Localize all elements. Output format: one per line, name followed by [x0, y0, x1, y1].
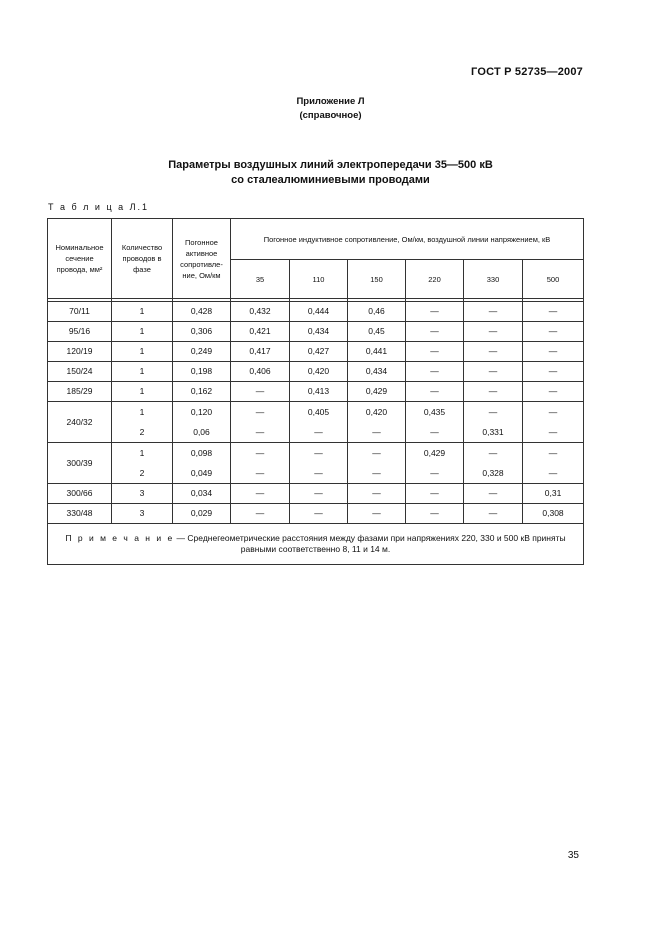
header-resistance [173, 219, 231, 299]
cell-x500: — [523, 322, 584, 342]
cell-x500: — [523, 362, 584, 382]
cell-x500: — [523, 342, 584, 362]
cell-x150: 0,45 [348, 322, 406, 342]
header-voltage: 330 [464, 260, 523, 299]
cell-x330: — [464, 362, 523, 382]
cell-x500 [523, 443, 584, 484]
page-number: 35 [567, 850, 579, 861]
header-section-line: провода, мм² [56, 265, 103, 274]
cell-resistance [173, 443, 231, 484]
table-row [48, 342, 584, 362]
header-resistance-line: Погонное [185, 237, 218, 247]
cell-value: 2 [139, 468, 145, 478]
cell-x330: — [464, 342, 523, 362]
cell-x330: — [464, 504, 523, 524]
cell-value: — [430, 427, 439, 437]
cell-section: 150/24 [48, 362, 112, 382]
cell-x110 [290, 402, 348, 443]
cell-x330: — [464, 382, 523, 402]
cell-x35: 0,421 [231, 322, 290, 342]
cell-x220: — [406, 382, 464, 402]
table-note [48, 524, 584, 565]
cell-count: 1 [112, 342, 173, 362]
table-row [48, 322, 584, 342]
cell-x500: — [523, 382, 584, 402]
header-section [48, 219, 112, 299]
cell-value: 0,120 [190, 407, 213, 417]
cell-value: — [372, 468, 381, 478]
cell-count [112, 402, 173, 443]
cell-resistance: 0,198 [173, 362, 231, 382]
cell-x110: 0,444 [290, 302, 348, 322]
cell-value: 2 [139, 427, 145, 437]
cell-section: 70/11 [48, 302, 112, 322]
cell-count [112, 443, 173, 484]
appendix-label: Приложение Л [296, 96, 365, 107]
cell-value: 0,328 [482, 468, 504, 478]
header-resistance-line: активное [185, 248, 218, 258]
parameters-table [47, 218, 584, 565]
cell-count: 1 [112, 382, 173, 402]
cell-value: — [548, 407, 558, 417]
header-inductive: Погонное индуктивное сопротивление, Ом/км, воздушной линии напряжением, кВ [231, 219, 584, 260]
cell-count: 1 [112, 302, 173, 322]
cell-section: 240/32 [48, 402, 112, 443]
cell-x110: — [290, 484, 348, 504]
cell-x150: — [348, 484, 406, 504]
cell-x110: 0,413 [290, 382, 348, 402]
cell-x150: — [348, 504, 406, 524]
cell-x35 [231, 443, 290, 484]
cell-x220 [406, 402, 464, 443]
cell-x330: — [464, 484, 523, 504]
cell-x330: — [464, 302, 523, 322]
cell-count: 1 [112, 362, 173, 382]
cell-x220: — [406, 504, 464, 524]
cell-value: — [430, 468, 439, 478]
header-count-line: проводов в [122, 254, 162, 263]
note-label: П р и м е ч а н и е [65, 533, 175, 543]
cell-value: — [548, 468, 558, 478]
cell-value: 1 [139, 407, 145, 417]
document-title [0, 158, 661, 188]
cell-x110: 0,420 [290, 362, 348, 382]
cell-section: 300/66 [48, 484, 112, 504]
cell-value: 0,049 [190, 468, 213, 478]
cell-value: 0,429 [423, 448, 446, 458]
cell-section: 185/29 [48, 382, 112, 402]
cell-x220: — [406, 342, 464, 362]
table-row [48, 484, 584, 504]
header-voltage: 150 [348, 260, 406, 299]
cell-x110: 0,427 [290, 342, 348, 362]
cell-resistance: 0,029 [173, 504, 231, 524]
cell-value: — [372, 427, 381, 437]
cell-value: 0,405 [307, 407, 330, 417]
cell-x500: — [523, 302, 584, 322]
cell-value: — [314, 427, 323, 437]
cell-x35: 0,417 [231, 342, 290, 362]
cell-x500 [523, 402, 584, 443]
appendix-heading [0, 95, 661, 123]
cell-value: — [255, 448, 265, 458]
cell-value: 1 [139, 448, 145, 458]
table-row [48, 362, 584, 382]
cell-x150: 0,434 [348, 362, 406, 382]
note-text: — Среднегеометрические расстояния между фазами при напряжениях 220, 330 и 500 кВ приняты равными соответственно 8, 11 и 14 м. [174, 533, 566, 554]
cell-x220: — [406, 302, 464, 322]
cell-count: 1 [112, 322, 173, 342]
cell-x500: 0,31 [523, 484, 584, 504]
cell-value: — [255, 427, 265, 437]
cell-value: 0,331 [482, 427, 504, 437]
header-resistance-line: ние, Ом/км [182, 270, 221, 280]
cell-value: — [488, 448, 498, 458]
header-count [112, 219, 173, 299]
cell-x150: 0,429 [348, 382, 406, 402]
cell-x35: — [231, 484, 290, 504]
cell-section: 330/48 [48, 504, 112, 524]
cell-count: 3 [112, 504, 173, 524]
cell-value: — [314, 448, 323, 458]
cell-count: 3 [112, 484, 173, 504]
cell-resistance: 0,306 [173, 322, 231, 342]
cell-x220: — [406, 362, 464, 382]
cell-x110: 0,434 [290, 322, 348, 342]
cell-x330: — [464, 322, 523, 342]
cell-value: — [488, 407, 498, 417]
cell-value: — [372, 448, 381, 458]
cell-x150: 0,441 [348, 342, 406, 362]
table-row [48, 382, 584, 402]
table-note-row [48, 524, 584, 565]
cell-section: 95/16 [48, 322, 112, 342]
table-row [48, 504, 584, 524]
cell-x330 [464, 443, 523, 484]
header-count-line: Количество [121, 243, 163, 252]
cell-section: 300/39 [48, 443, 112, 484]
title-line-2: со сталеалюминиевыми проводами [231, 174, 430, 186]
cell-x35: 0,406 [231, 362, 290, 382]
table-row-group [48, 443, 584, 484]
header-section-line: Номинальное [55, 243, 104, 252]
cell-x220 [406, 443, 464, 484]
cell-resistance: 0,428 [173, 302, 231, 322]
cell-x35: — [231, 504, 290, 524]
cell-x220: — [406, 484, 464, 504]
cell-value: — [548, 448, 558, 458]
appendix-type: (справочное) [299, 110, 362, 121]
cell-x35: 0,432 [231, 302, 290, 322]
cell-x35 [231, 402, 290, 443]
cell-resistance: 0,034 [173, 484, 231, 504]
cell-value: — [314, 468, 323, 478]
cell-x150: 0,46 [348, 302, 406, 322]
cell-x150 [348, 402, 406, 443]
cell-value: 0,420 [365, 407, 388, 417]
table-label: Т а б л и ц а Л.1 [48, 202, 150, 212]
header-voltage: 35 [231, 260, 290, 299]
cell-resistance [173, 402, 231, 443]
cell-x150 [348, 443, 406, 484]
cell-x35: — [231, 382, 290, 402]
header-count-line: фазе [133, 265, 151, 274]
cell-value: — [255, 407, 265, 417]
cell-x110: — [290, 504, 348, 524]
header-voltage: 500 [523, 260, 584, 299]
standard-number: ГОСТ Р 52735—2007 [471, 66, 583, 78]
cell-value: 0,435 [423, 407, 446, 417]
table-row [48, 302, 584, 322]
table-row-group [48, 402, 584, 443]
cell-x330 [464, 402, 523, 443]
cell-value: — [255, 468, 265, 478]
cell-value: 0,098 [190, 448, 213, 458]
cell-value: — [548, 427, 558, 437]
cell-x220: — [406, 322, 464, 342]
cell-resistance: 0,249 [173, 342, 231, 362]
header-row-1 [48, 219, 584, 260]
header-section-line: сечение [65, 254, 94, 263]
cell-section: 120/19 [48, 342, 112, 362]
cell-x110 [290, 443, 348, 484]
header-resistance-line: сопротивле- [180, 259, 223, 269]
cell-value: 0,06 [193, 427, 210, 437]
title-line-1: Параметры воздушных линий электропередачи 35—500 кВ [168, 159, 493, 171]
header-voltage: 220 [406, 260, 464, 299]
header-voltage: 110 [290, 260, 348, 299]
cell-x500: 0,308 [523, 504, 584, 524]
cell-resistance: 0,162 [173, 382, 231, 402]
